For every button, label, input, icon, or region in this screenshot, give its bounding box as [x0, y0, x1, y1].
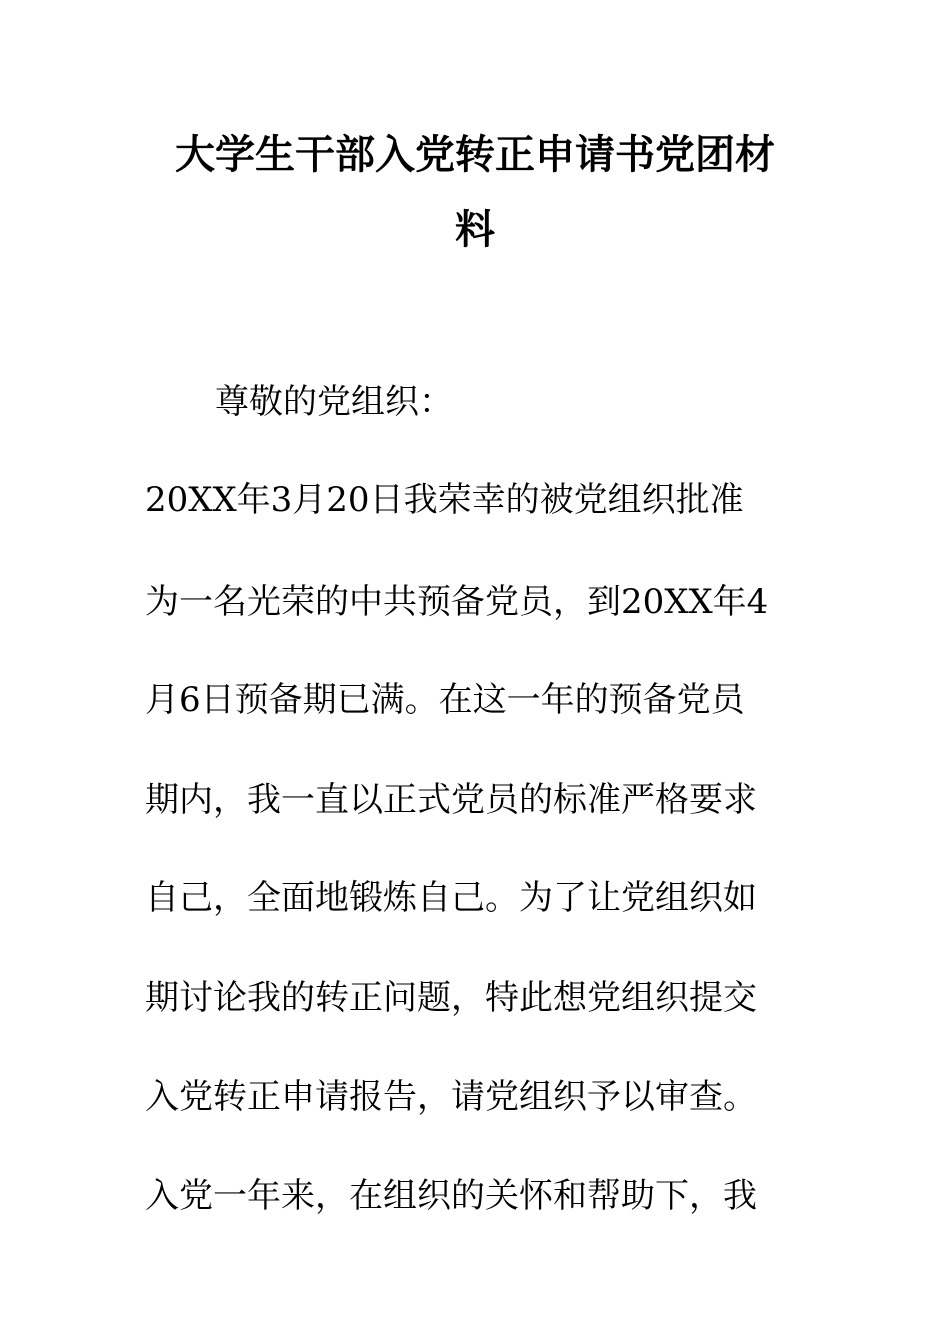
body-line-8: 入党一年来，在组织的关怀和帮助下，我	[145, 1176, 757, 1216]
body-line-4: 期内，我一直以正式党员的标准严格要求	[145, 780, 757, 820]
document-title-line-1: 大学生干部入党转正申请书党团材	[175, 132, 775, 178]
body-line-2: 为一名光荣的中共预备党员，到20XX年4	[145, 582, 769, 622]
body-line-1: 20XX年3月20日我荣幸的被党组织批准	[145, 480, 744, 520]
document-title-line-2: 料	[455, 207, 495, 253]
body-line-7: 入党转正申请报告，请党组织予以审查。	[145, 1077, 757, 1117]
body-line-5: 自己，全面地锻炼自己。为了让党组织如	[145, 878, 757, 918]
salutation: 尊敬的党组织：	[215, 382, 453, 422]
body-line-6: 期讨论我的转正问题，特此想党组织提交	[145, 978, 757, 1018]
body-line-3: 月6日预备期已满。在这一年的预备党员	[145, 680, 745, 720]
